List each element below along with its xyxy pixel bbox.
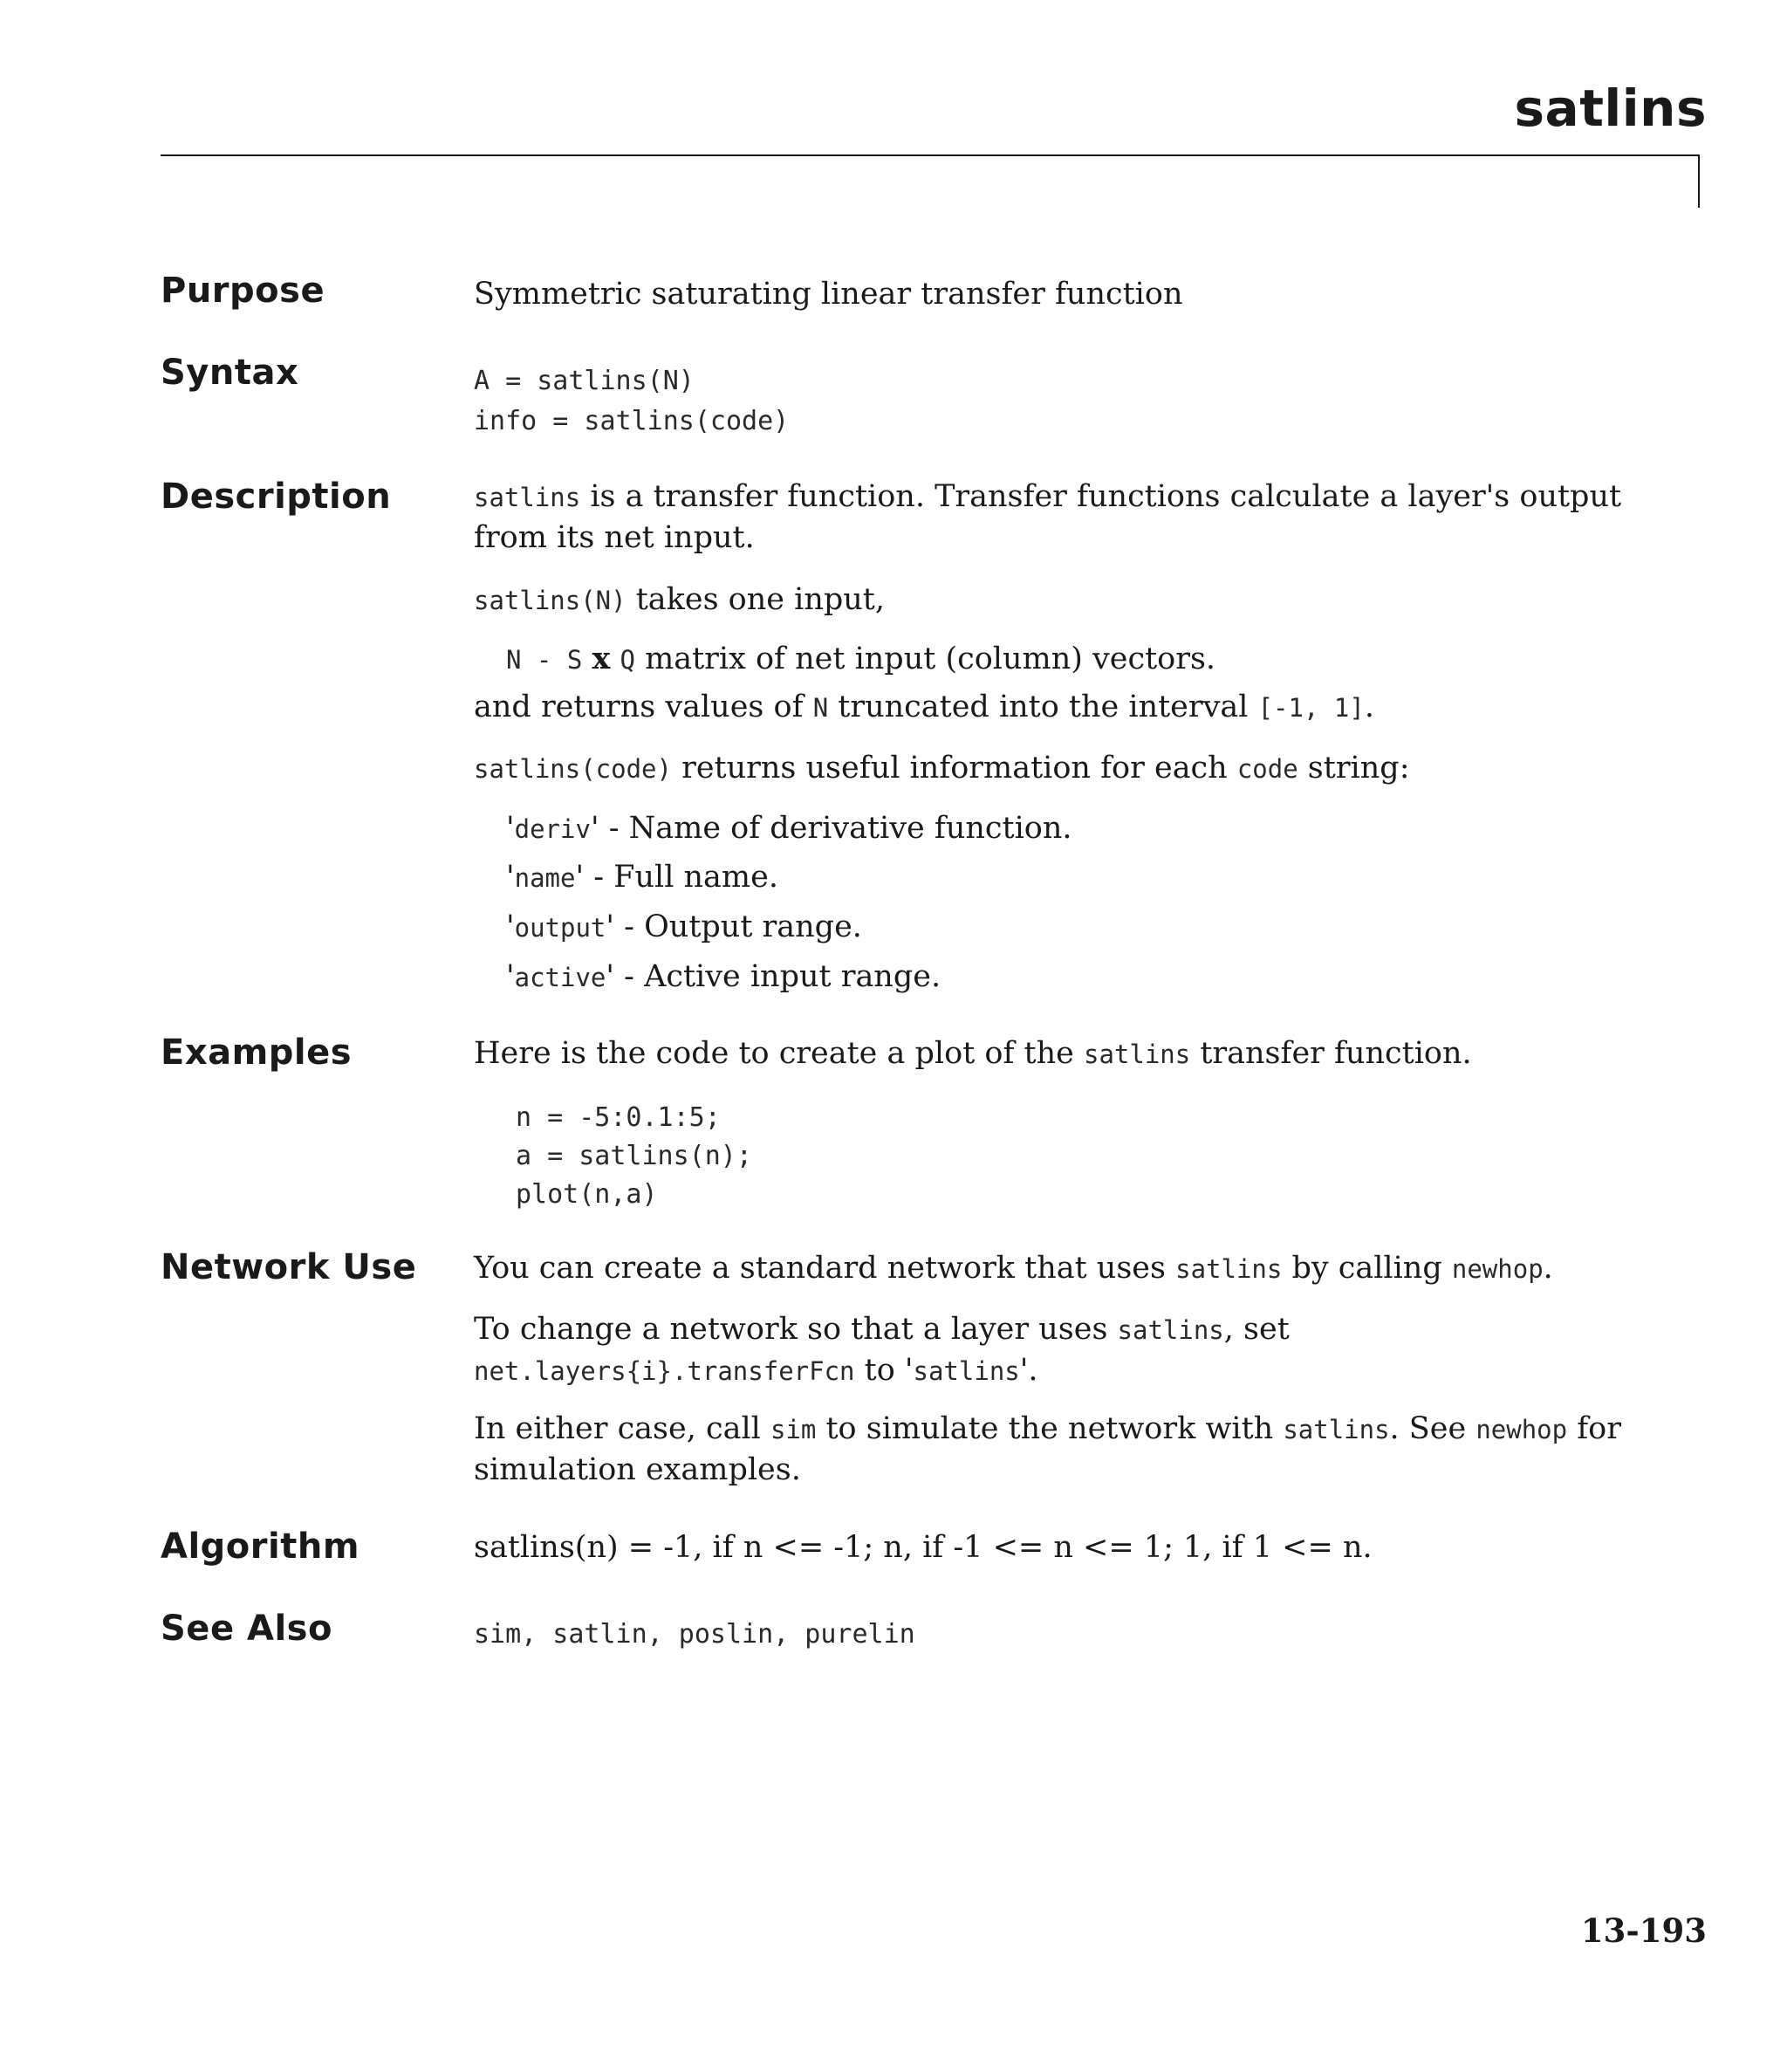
algorithm-text: satlins(n) = -1, if n <= -1; n, if -1 <= n <= 1; 1, if 1 <= n. — [474, 1530, 1373, 1565]
text: to simulate the network with — [816, 1411, 1284, 1446]
text: - Output range. — [614, 909, 862, 944]
inline-code: satlins — [1283, 1415, 1390, 1444]
network-use-heading: Network Use — [161, 1247, 417, 1287]
description-paragraph-3 — [474, 687, 1634, 728]
text: transfer function. — [1190, 1036, 1472, 1071]
inline-code: satlins — [474, 483, 581, 512]
times-symbol: x — [592, 641, 611, 676]
text: matrix of net input (column) vectors. — [634, 641, 1216, 676]
inline-code: deriv — [514, 814, 591, 844]
code-list-item: 'deriv' - Name of derivative function. — [506, 811, 1072, 846]
inline-code: newhop — [1475, 1415, 1568, 1444]
inline-code: newhop — [1451, 1254, 1544, 1284]
page-title: satlins — [1514, 79, 1707, 138]
description-paragraph-2 — [474, 580, 1634, 621]
inline-code: code — [1236, 754, 1298, 784]
example-code-line: a = satlins(n); — [516, 1141, 752, 1171]
text: , set — [1223, 1312, 1290, 1347]
inline-code: name — [514, 863, 576, 893]
inline-code: output — [514, 913, 606, 943]
inline-code: satlins — [1175, 1254, 1283, 1284]
see-also-list: sim, satlin, poslin, purelin — [474, 1619, 915, 1650]
text: and returns values of — [474, 690, 813, 724]
text: In either case, call — [474, 1411, 770, 1446]
code-list-item: 'name' - Full name. — [506, 860, 778, 895]
text: - Name of derivative function. — [599, 811, 1072, 846]
inline-code: N - S — [506, 645, 583, 675]
purpose-heading: Purpose — [161, 271, 325, 311]
text: takes one input, — [626, 582, 885, 617]
inline-code: sim — [770, 1415, 817, 1444]
syntax-line-1: A = satlins(N) — [474, 366, 695, 396]
page-number: 13-193 — [1580, 1911, 1707, 1950]
text: . See — [1389, 1411, 1476, 1446]
text: returns useful information for each — [671, 751, 1237, 786]
inline-code: satlins — [1083, 1039, 1191, 1069]
text: - Active input range. — [614, 959, 941, 994]
inline-code: Q — [620, 645, 635, 675]
inline-code: satlins(code) — [474, 754, 672, 784]
examples-heading: Examples — [161, 1033, 353, 1073]
inline-code: N — [812, 693, 829, 723]
text: '. — [1019, 1353, 1038, 1388]
description-paragraph-1 — [474, 477, 1634, 558]
inline-code: satlins — [913, 1356, 1020, 1386]
text: by calling — [1282, 1251, 1452, 1286]
inline-code: active — [514, 963, 606, 992]
inline-code: net.layers{i}.transferFcn — [474, 1356, 855, 1386]
network-use-paragraph-1 — [474, 1248, 1634, 1289]
text: to ' — [854, 1353, 914, 1388]
purpose-text: Symmetric saturating linear transfer function — [474, 277, 1183, 312]
see-also-heading: See Also — [161, 1609, 332, 1649]
text: truncated into the interval — [828, 690, 1258, 724]
network-use-paragraph-2 — [474, 1309, 1634, 1391]
header-rule — [161, 154, 1700, 156]
text: for simulation examples. — [474, 1411, 1621, 1487]
inline-code: [-1, 1] — [1257, 693, 1365, 723]
code-list-item: 'output' - Output range. — [506, 909, 862, 944]
text: . — [1364, 690, 1374, 724]
text: Here is the code to create a plot of the — [474, 1036, 1084, 1071]
syntax-line-2: info = satlins(code) — [474, 406, 790, 436]
example-code-line: plot(n,a) — [516, 1179, 658, 1210]
description-heading: Description — [161, 477, 392, 517]
algorithm-heading: Algorithm — [161, 1527, 359, 1567]
text: is a transfer function. Transfer functions calculate a layer's output from its net input. — [474, 479, 1622, 555]
input-argument — [506, 639, 1667, 680]
header-rule-tick — [1698, 154, 1700, 208]
text: To change a network so that a layer uses — [474, 1312, 1118, 1347]
text: string: — [1297, 751, 1410, 786]
description-paragraph-4 — [474, 748, 1634, 789]
inline-code: satlins(N) — [474, 586, 626, 615]
text: You can create a standard network that uses — [474, 1251, 1176, 1286]
text: . — [1543, 1251, 1553, 1286]
examples-text — [474, 1033, 1634, 1074]
example-code-line: n = -5:0.1:5; — [516, 1102, 721, 1133]
text: - Full name. — [584, 860, 778, 895]
network-use-paragraph-3 — [474, 1409, 1634, 1490]
code-list-item: 'active' - Active input range. — [506, 959, 941, 994]
syntax-heading: Syntax — [161, 353, 299, 393]
inline-code: satlins — [1117, 1315, 1224, 1345]
